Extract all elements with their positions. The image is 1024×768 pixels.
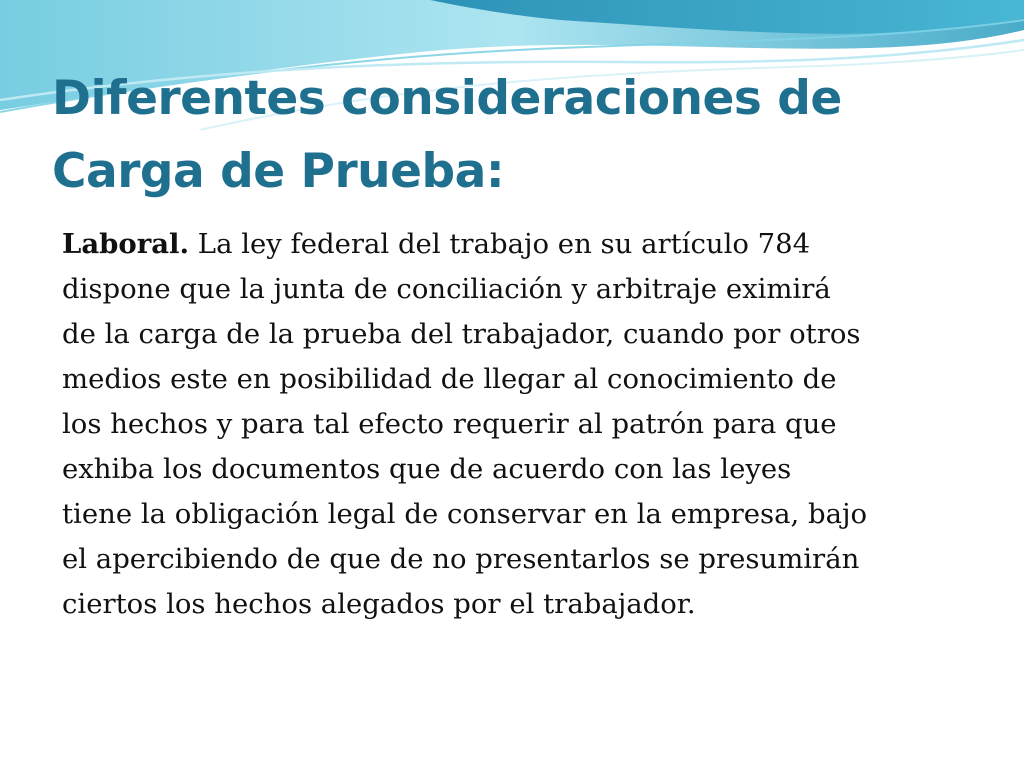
body-line: exhiba los documentos que de acuerdo con las leyes: [62, 453, 792, 485]
slide-title: [52, 62, 992, 208]
body-paragraph: [62, 222, 982, 627]
body-line: los hechos y para tal efecto requerir al patrón para que: [62, 408, 837, 440]
title-line: Carga de Prueba:: [52, 144, 505, 199]
body-line: [62, 222, 982, 267]
title-line: Diferentes consideraciones de: [52, 71, 842, 126]
lead-term: Laboral.: [62, 228, 190, 260]
body-line-text: La ley federal del trabajo en su artículo 784: [189, 228, 811, 260]
body-line: de la carga de la prueba del trabajador, cuando por otros: [62, 318, 861, 350]
body-line: medios este en posibilidad de llegar al conocimiento de: [62, 363, 837, 395]
body-line: ciertos los hechos alegados por el trabajador.: [62, 588, 696, 620]
body-line: tiene la obligación legal de conservar en la empresa, bajo: [62, 498, 868, 530]
body-line: dispone que la junta de conciliación y arbitraje eximirá: [62, 273, 831, 305]
body-line: el apercibiendo de que de no presentarlos se presumirán: [62, 543, 860, 575]
